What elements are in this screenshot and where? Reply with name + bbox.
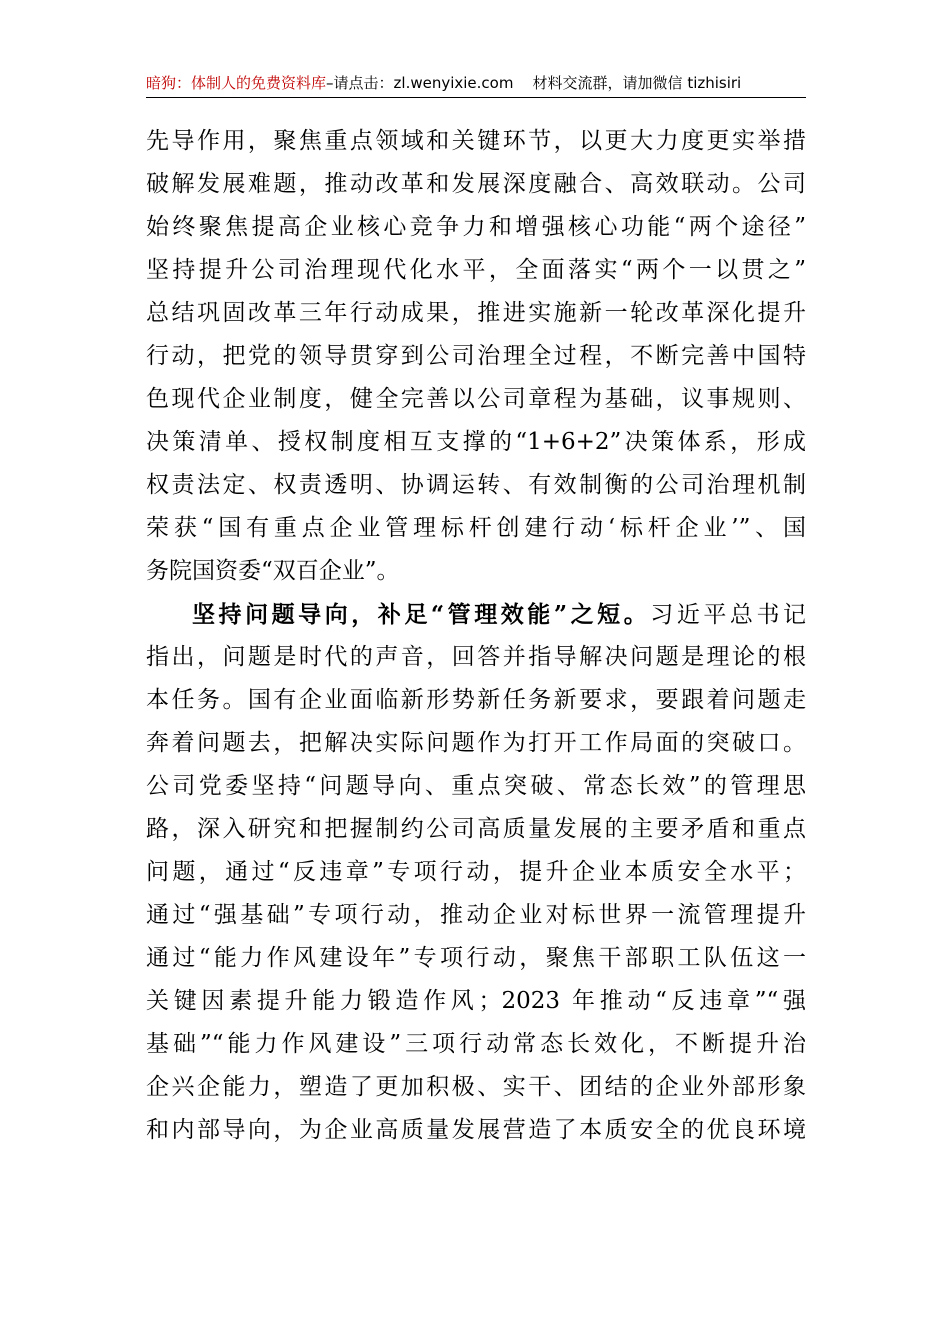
- text-line: 本任务。国有企业面临新形势新任务新要求，要跟着问题走: [146, 687, 806, 713]
- header-site-name: 暗狗：体制人的免费资料库: [146, 74, 327, 92]
- text-line: 务院国资委“双百企业”。: [146, 558, 400, 584]
- paragraph-1: [146, 120, 806, 593]
- header-wechat-note: 材料交流群，请加微信 tizhisiri: [532, 74, 742, 92]
- text-line: 基础”“能力作风建设”三项行动常态长效化，不断提升治: [146, 1031, 806, 1057]
- document-body: [146, 120, 806, 1152]
- header-url-link[interactable]: zl.wenyixie.com: [393, 74, 514, 92]
- text-line: 总结巩固改革三年行动成果，推进实施新一轮改革深化提升: [146, 300, 806, 326]
- text-line: 先导作用，聚焦重点领域和关键环节，以更大力度更实举措: [146, 128, 806, 154]
- text-line: 公司党委坚持“问题导向、重点突破、常态长效”的管理思: [146, 773, 806, 799]
- text-line: 权责法定、权责透明、协调运转、有效制衡的公司治理机制: [146, 472, 806, 498]
- page-header: [146, 70, 806, 96]
- text-span: 习近平总书记: [650, 602, 807, 628]
- text-line: 决策清单、授权制度相互支撑的“1+6+2”决策体系，形成: [146, 429, 806, 455]
- paragraph-heading-line: [146, 593, 806, 636]
- text-line: 始终聚焦提高企业核心竞争力和增强核心功能“两个途径”: [146, 214, 806, 240]
- text-line: 坚持提升公司治理现代化水平，全面落实“两个一以贯之”: [146, 257, 806, 283]
- paragraph-2: [146, 593, 806, 1152]
- text-line: 指出，问题是时代的声音，回答并指导解决问题是理论的根: [146, 644, 806, 670]
- text-line: 荣获“国有重点企业管理标杆创建行动‘标杆企业’”、国: [146, 515, 806, 541]
- text-line: 企兴企能力，塑造了更加积极、实干、团结的企业外部形象: [146, 1074, 806, 1100]
- text-line: 奔着问题去，把解决实际问题作为打开工作局面的突破口。: [146, 730, 806, 756]
- text-line: 路，深入研究和把握制约公司高质量发展的主要矛盾和重点: [146, 816, 806, 842]
- text-line: 通过“强基础”专项行动，推动企业对标世界一流管理提升: [146, 902, 806, 928]
- text-line: 问题，通过“反违章”专项行动，提升企业本质安全水平；: [146, 859, 806, 885]
- text-line: 行动，把党的领导贯穿到公司治理全过程，不断完善中国特: [146, 343, 806, 369]
- paragraph-heading: 坚持问题导向，补足“管理效能”之短。: [192, 601, 651, 628]
- text-line: 关键因素提升能力锻造作风；2023 年推动“反违章”“强: [146, 988, 806, 1014]
- header-divider: [146, 97, 806, 98]
- text-line: 色现代企业制度，健全完善以公司章程为基础，议事规则、: [146, 386, 806, 412]
- text-line: 破解发展难题，推动改革和发展深度融合、高效联动。公司: [146, 171, 806, 197]
- text-line: 通过“能力作风建设年”专项行动，聚焦干部职工队伍这一: [146, 945, 806, 971]
- header-click-prompt: –请点击：: [326, 74, 394, 92]
- text-line: 和内部导向，为企业高质量发展营造了本质安全的优良环境: [146, 1117, 806, 1143]
